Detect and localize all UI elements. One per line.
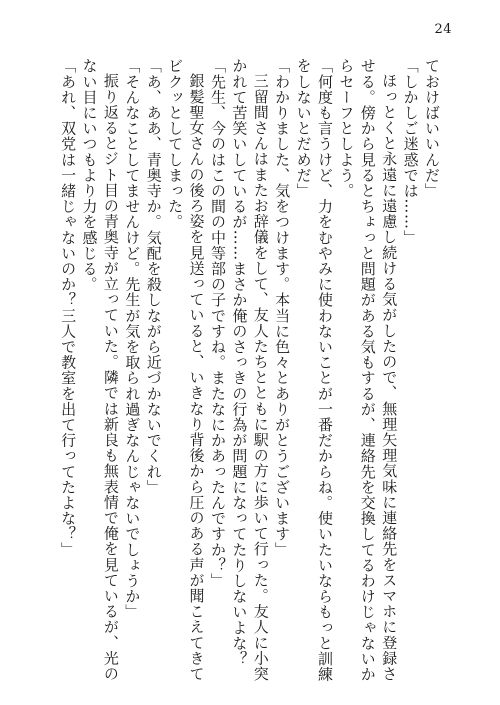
page-number: 24 — [434, 22, 452, 37]
text-line: 銀髪聖女さんの後ろ姿を見送っていると、いきなり背後から圧のある声が聞こえてきて — [187, 73, 206, 682]
text-line: 「そんなことしてませんけど。先生が気を取られ過ぎなんじゃないでしょうか」 — [123, 58, 142, 620]
text-line: をしないとだめだ」 — [294, 58, 313, 199]
text-line: ない目にいつもより力を感じる。 — [80, 58, 99, 292]
text-line: せる。傍から見るとちょっと問題がある気もするが、連絡先を交換してるわけじゃないか — [358, 58, 377, 682]
text-line: ほっとくと永遠に遠慮し続ける気がしたので、無理矢理気味に連絡先をスマホに登録さ — [380, 73, 399, 682]
text-line: 三留間さんはまたお辞儀をして、友人たちとともに駅の方に歩いて行った。友人に小突 — [251, 73, 270, 682]
text-line: 「何度も言うけど、力をむやみに使わないことが一番だからね。使いたいならもっと訓練 — [315, 58, 334, 682]
body-text — [57, 58, 442, 682]
text-line: 「あ、ああ、青奥寺か。気配を殺しながら近づかないでくれ」 — [144, 58, 163, 495]
text-line: ておけばいいんだ」 — [423, 58, 441, 199]
text-line: 「わかりました、気をつけます。本当に色々とありがとうございます」 — [273, 58, 292, 558]
text-line: かれて苦笑いしているが……まさか俺のさっきの行為が問題になってたりしないよな？ — [230, 58, 249, 667]
text-line: ビクッとしてしまった。 — [166, 58, 185, 230]
text-line: 「先生、今のはこの間の中等部の子ですね。またなにかあったんですか？」 — [208, 58, 227, 589]
text-line: 「あれ、双党は一緒じゃないのか？三人で教室を出て行ってたよな？」 — [59, 58, 78, 558]
text-line: 振り返るとジト目の青奥寺が立っていた。隣では新良も無表情で俺を見ているが、光の — [101, 73, 120, 682]
text-line: らセーフとしよう。 — [337, 58, 356, 199]
text-line: 「しかしご迷惑では……」 — [401, 58, 420, 246]
